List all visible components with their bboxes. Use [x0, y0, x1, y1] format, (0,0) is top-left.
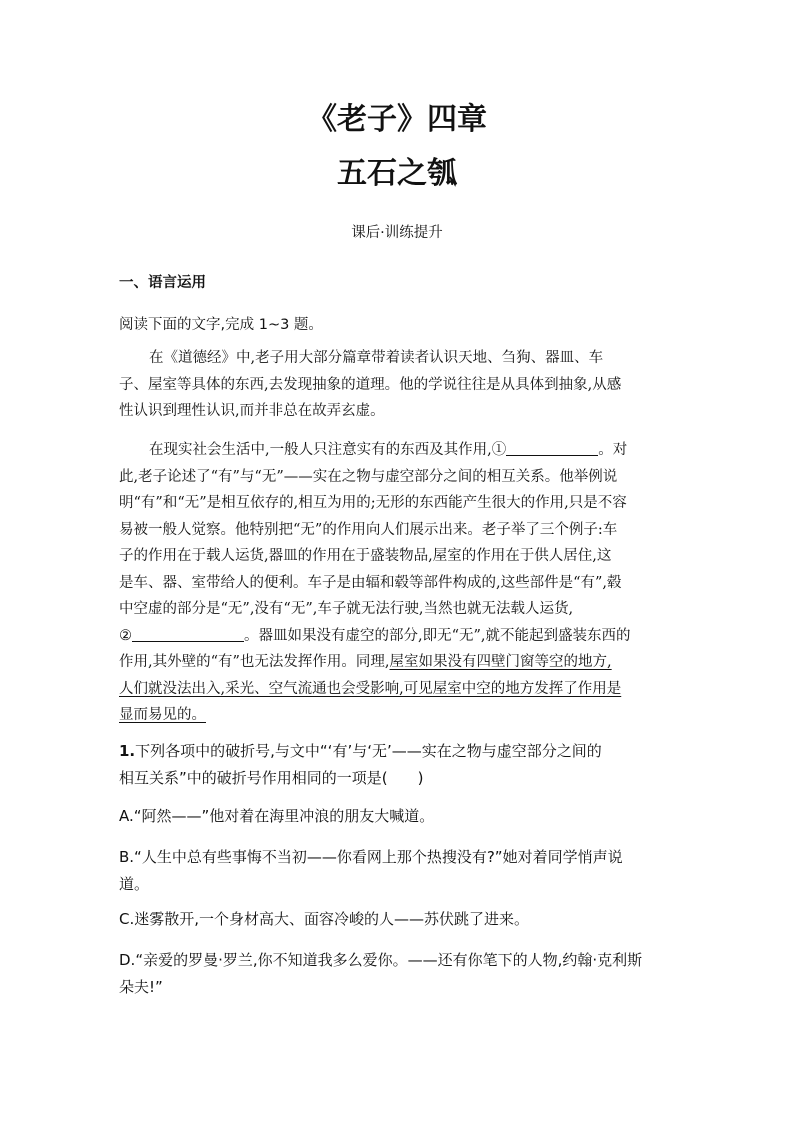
underlined-sentence: 显而易见的。	[119, 707, 206, 723]
passage-text: 在现实社会生活中,一般人只注意实有的东西及其作用,①	[149, 442, 507, 458]
passage-line: 在《道德经》中,老子用大部分篇章带着读者认识天地、刍狗、器皿、车	[149, 350, 604, 366]
passage-paragraph-1	[119, 345, 679, 425]
passage-text: 。器皿如果没有虚空的部分,即无“无”,就不能起到盛装东西的	[244, 627, 631, 644]
fill-blank-1[interactable]	[506, 439, 598, 456]
option-line: D.“亲爱的罗曼·罗兰,你不知道我多么爱你。——还有你笔下的人物,约翰·克利斯	[119, 951, 643, 969]
page-subtitle-title: 五石之瓠	[337, 156, 457, 191]
passage-text: 作用,其外壁的“有”也无法发挥作用。同理,	[119, 654, 390, 670]
question-line: 相互关系”中的破折号作用相同的一项是( )	[119, 769, 424, 787]
passage-line: 是车、器、室带给人的便利。车子是由辐和毂等部件构成的,这些部件是“有”,毂	[119, 574, 622, 591]
blank-marker: ②	[119, 627, 132, 644]
passage-line: 易被一般人觉察。他特别把“无”的作用向人们展示出来。老子举了三个例子:车	[119, 521, 618, 538]
question-line	[119, 738, 684, 765]
option-b[interactable]	[119, 844, 684, 898]
page-title: 《老子》四章	[307, 102, 487, 137]
tagline: 课后·训练提升	[351, 225, 443, 241]
underlined-sentence: 屋室如果没有四壁门窗等空的地方,	[389, 654, 612, 670]
passage-text: 。对	[598, 442, 628, 458]
option-line: 朵夫!”	[119, 978, 163, 996]
passage-line: 性认识到理性认识,而并非总在故弄玄虚。	[119, 403, 385, 419]
passage-line	[119, 437, 679, 464]
reading-instruction: 阅读下面的文字,完成 1~3 题。	[119, 317, 323, 333]
option-line: B.“人生中总有些事悔不当初——你看网上那个热搜没有?”她对着同学悄声说	[119, 848, 623, 866]
passage-paragraph-2	[119, 437, 679, 729]
question-1-stem	[119, 738, 684, 792]
question-text: 下列各项中的破折号,与文中“‘有’与‘无’——实在之物与虚空部分之间的	[135, 742, 602, 760]
option-d[interactable]	[119, 947, 684, 1001]
passage-line	[119, 649, 679, 676]
option-c[interactable]: C.迷雾散开,一个身材高大、面容冷峻的人——苏伏跳了进来。	[119, 910, 530, 928]
option-a[interactable]: A.“阿然——”他对着在海里冲浪的朋友大喊道。	[119, 807, 435, 825]
passage-line	[119, 702, 679, 729]
section-heading: 一、语言运用	[119, 275, 206, 291]
passage-line	[119, 623, 679, 650]
passage-line	[119, 676, 679, 703]
passage-line: 中空虚的部分是“无”,没有“无”,车子就无法行驶,当然也就无法载人运货,	[119, 601, 574, 617]
fill-blank-2[interactable]	[132, 625, 244, 642]
underlined-sentence: 人们就没法出入,采光、空气流通也会受影响,可见屋室中空的地方发挥了作用是	[119, 680, 622, 697]
passage-line: 子、屋室等具体的东西,去发现抽象的道理。他的学说往往是从具体到抽象,从感	[119, 376, 622, 393]
option-line: 道。	[119, 875, 150, 893]
passage-line: 此,老子论述了“有”与“无”——实在之物与虚空部分之间的相互关系。他举例说	[119, 468, 618, 485]
question-number: 1.	[119, 742, 136, 760]
passage-line: 明“有”和“无”是相互依存的,相互为用的;无形的东西能产生很大的作用,只是不容	[119, 495, 627, 511]
passage-line: 子的作用在于载人运货,器皿的作用在于盛装物品,屋室的作用在于供人居住,这	[119, 548, 612, 564]
